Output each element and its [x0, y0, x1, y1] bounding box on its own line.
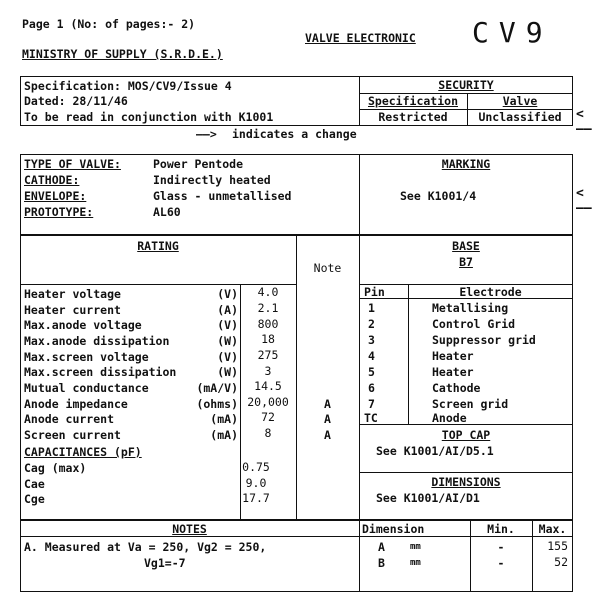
- capacitance-value: 17.7: [242, 491, 270, 505]
- dim-max: 155: [547, 539, 568, 553]
- change-note: indicates a change: [232, 127, 357, 141]
- dim-unit: mm: [410, 542, 421, 552]
- rating-name: Mutual conductance: [24, 381, 149, 395]
- base-title: BASE: [452, 239, 480, 253]
- capacitance-value: 0.75: [242, 460, 270, 474]
- page-info: Page 1 (No: of pages:- 2): [22, 17, 196, 31]
- security-label: SECURITY: [438, 78, 494, 92]
- marking-label: MARKING: [441, 157, 491, 171]
- rating-name: Heater current: [24, 303, 121, 317]
- rating-value: 2.1: [257, 301, 279, 315]
- rating-note-divider: [296, 235, 297, 520]
- rating-unit: (mA): [210, 428, 238, 442]
- note-header: Note: [313, 261, 342, 275]
- rating-value: 72: [261, 410, 275, 424]
- envelope-value: Glass - unmetallised: [153, 189, 292, 203]
- pin-number: 4: [368, 349, 375, 363]
- change-arrow-icon: <——: [576, 107, 592, 137]
- rating-unit: (W): [217, 365, 238, 379]
- dim-min: -: [497, 556, 505, 570]
- dim-name: B: [378, 556, 385, 570]
- notes-title: NOTES: [172, 522, 207, 536]
- pin-header: Pin: [364, 285, 385, 299]
- pin-electrode: Heater: [432, 349, 474, 363]
- cathode-value: Indirectly heated: [153, 173, 271, 187]
- prototype-value: AL60: [153, 205, 181, 219]
- top-cap-value: See K1001/AI/D5.1: [376, 444, 494, 458]
- change-arrow: ——>: [196, 127, 217, 141]
- top-cap-label: TOP CAP: [441, 428, 491, 442]
- dimensions-label: DIMENSIONS: [431, 475, 501, 489]
- rating-title: RATING: [137, 239, 179, 253]
- rating-name: Anode impedance: [24, 397, 128, 411]
- rating-value: 4.0: [257, 285, 279, 299]
- notes-divider: [359, 520, 360, 592]
- type-label: TYPE OF VALVE:: [24, 157, 121, 171]
- rating-name: Max.screen voltage: [24, 350, 149, 364]
- rating-note: A: [324, 428, 331, 442]
- pin-electrode: Anode: [432, 411, 467, 425]
- rating-name: Max.anode dissipation: [24, 334, 170, 348]
- dim-min: -: [497, 540, 505, 554]
- pin-number: 2: [368, 317, 375, 331]
- rating-value: 14.5: [254, 379, 282, 393]
- capacitance-name: Cae: [24, 477, 45, 491]
- capacitance-name: Cag (max): [24, 461, 87, 475]
- change-arrow-icon-2: <——: [576, 186, 592, 216]
- envelope-label: ENVELOPE:: [24, 189, 87, 203]
- pin-col-divider: [408, 284, 409, 424]
- rating-unit: (V): [217, 350, 238, 364]
- rating-value: 275: [257, 348, 279, 362]
- rating-name: Max.screen dissipation: [24, 365, 177, 379]
- pin-number: 6: [368, 381, 375, 395]
- pin-number: 7: [368, 397, 375, 411]
- notes-line-1: A. Measured at Va = 250, Vg2 = 250,: [24, 540, 267, 554]
- pin-number: 1: [368, 301, 375, 315]
- pin-electrode: Heater: [432, 365, 474, 379]
- rating-name: Heater voltage: [24, 287, 121, 301]
- rating-unit: (mA): [210, 412, 238, 426]
- min-header: Min.: [487, 522, 515, 536]
- type-value: Power Pentode: [153, 157, 244, 171]
- rating-unit: (V): [217, 287, 238, 301]
- rating-unit: (A): [217, 303, 238, 317]
- pin-electrode: Control Grid: [432, 317, 516, 331]
- prototype-label: PROTOTYPE:: [24, 205, 94, 219]
- base-value: B7: [459, 255, 473, 269]
- rating-value: 18: [261, 332, 275, 346]
- dim-name: A: [378, 540, 385, 554]
- rating-unit: (mA/V): [196, 381, 238, 395]
- rating-note: A: [324, 412, 331, 426]
- pin-number: 3: [368, 333, 375, 347]
- spec-date: Dated: 28/11/46: [24, 94, 128, 108]
- dim-header: Dimension: [362, 522, 425, 536]
- rating-value: 8: [264, 426, 272, 440]
- security-spec-value: Restricted: [378, 110, 448, 124]
- security-spec-header: Specification: [367, 94, 458, 108]
- rating-unit: (ohms): [196, 397, 238, 411]
- spec-read-with: To be read in conjunction with K1001: [24, 110, 274, 124]
- dim-header-line: [359, 536, 573, 537]
- rating-value: 3: [264, 364, 272, 378]
- capacitance-name: Cge: [24, 492, 45, 506]
- rating-note: A: [324, 397, 331, 411]
- dim-max: 52: [554, 555, 568, 569]
- valve-code: CV9: [472, 16, 553, 49]
- electrode-header: Electrode: [459, 285, 522, 299]
- notes-title-line: [20, 536, 359, 537]
- spec-number: Specification: MOS/CV9/Issue 4: [24, 79, 232, 93]
- rating-header-line: [20, 284, 296, 285]
- capacitance-value: 9.0: [245, 476, 267, 490]
- rating-value: 20,000: [247, 395, 289, 409]
- notes-line-2: Vg1=-7: [144, 556, 186, 570]
- doc-type: VALVE ELECTRONIC: [305, 31, 416, 45]
- rating-value: 800: [257, 317, 279, 331]
- max-header: Max.: [538, 522, 567, 536]
- marking-value: See K1001/4: [400, 189, 477, 203]
- pin-number: 5: [368, 365, 375, 379]
- dimensions-value: See K1001/AI/D1: [376, 491, 480, 505]
- security-valve-header: Valve: [502, 94, 538, 108]
- rating-unit: (W): [217, 334, 238, 348]
- pin-number: TC: [364, 411, 378, 425]
- capacitances-label: CAPACITANCES (pF): [24, 445, 142, 459]
- dimensions-line: [359, 472, 573, 473]
- pin-electrode: Screen grid: [432, 397, 509, 411]
- dim-unit: mm: [410, 558, 421, 568]
- pin-electrode: Suppressor grid: [432, 333, 536, 347]
- security-valve-value: Unclassified: [478, 110, 562, 124]
- pin-electrode: Cathode: [432, 381, 481, 395]
- rating-unit: (V): [217, 318, 238, 332]
- rating-name: Screen current: [24, 428, 121, 442]
- rating-name: Anode current: [24, 412, 115, 426]
- ministry-label: MINISTRY OF SUPPLY (S.R.D.E.): [22, 47, 223, 61]
- pin-electrode: Metallising: [432, 301, 509, 315]
- cathode-label: CATHODE:: [24, 173, 80, 187]
- rating-name: Max.anode voltage: [24, 318, 142, 332]
